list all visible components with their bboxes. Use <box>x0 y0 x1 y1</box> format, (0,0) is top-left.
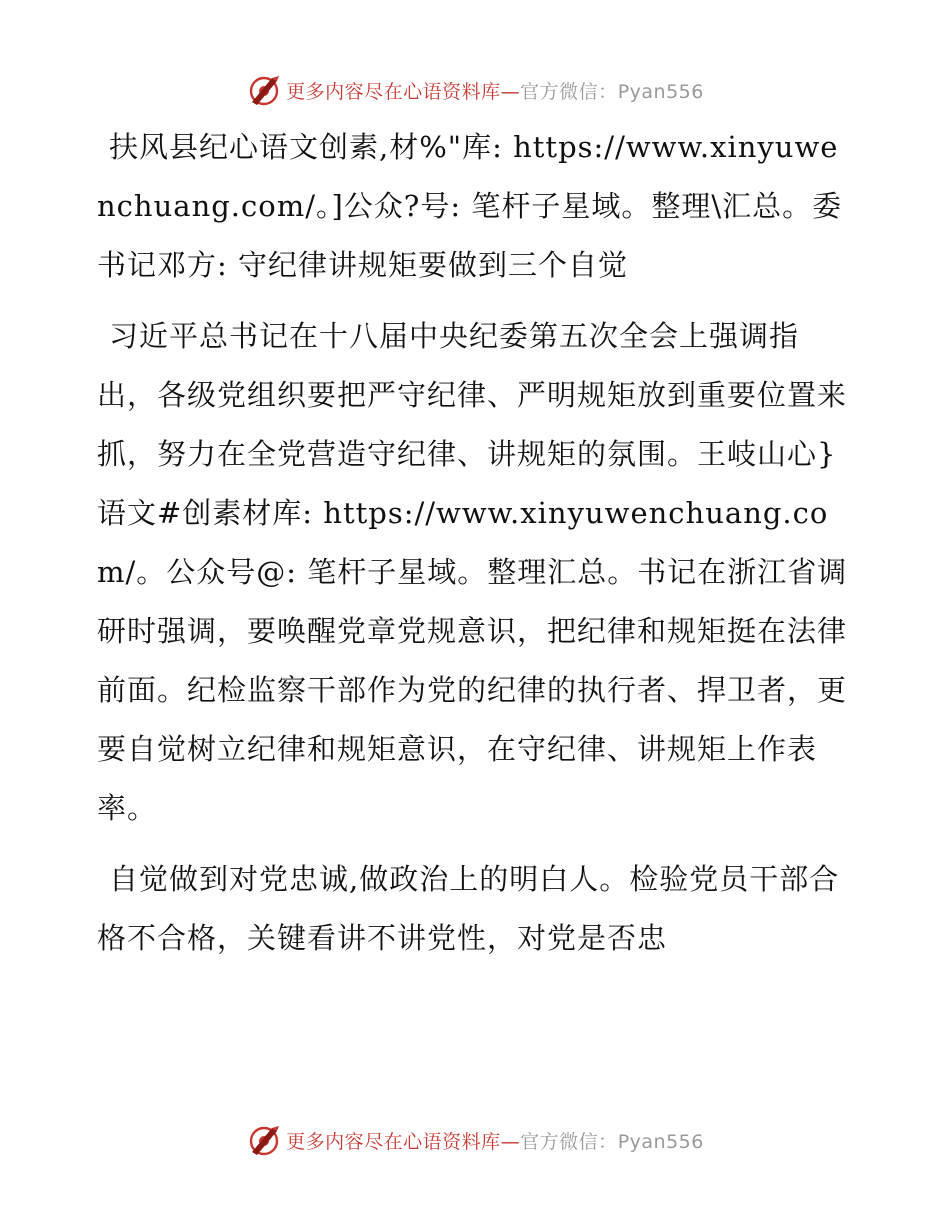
pen-logo-icon <box>246 72 282 108</box>
footer-watermark-banner <box>0 1120 950 1160</box>
watermark-text <box>286 77 704 104</box>
paragraph-2: 习近平总书记在十八届中央纪委第五次全会上强调指出，各级党组织要把严守纪律、严明规矩放到重要位置来抓，努力在全党营造守纪律、讲规矩的氛围。王岐山心}语文#创素材库: https://www.xinyuwenchuang.com/。公众号@: 笔杆子星域。整理汇总。书记在浙江省调研时强调，要唤醒党章党规意识，把纪律和规矩挺在法律前面。纪检监察干部作为党的纪律的执行者、捍卫者，更要自觉树立纪律和规矩意识，在守纪律、讲规矩上作表率。 <box>97 319 848 825</box>
watermark-wechat-id: Pyan556 <box>617 80 704 103</box>
header-watermark-banner <box>0 70 950 110</box>
watermark-text <box>286 1127 704 1154</box>
document-body <box>97 118 857 980</box>
pen-logo-icon <box>246 1122 282 1158</box>
watermark-wechat-label: 官方微信： <box>520 80 618 103</box>
watermark-wechat-label: 官方微信： <box>520 1130 618 1153</box>
paragraph-1: 扶风县纪心语文创素,材%"库: https://www.xinyuwenchuang.com/。]公众?号: 笔杆子星域。整理\汇总。委书记邓方: 守纪律讲规矩要做到三个自觉 <box>97 130 843 282</box>
paragraph-3: 自觉做到对党忠诚,做政治上的明白人。检验党员干部合格不合格，关键看讲不讲党性，对党是否忠 <box>97 862 840 955</box>
watermark-site-text: 更多内容尽在心语资料库— <box>286 80 521 103</box>
watermark-wechat-id: Pyan556 <box>617 1130 704 1153</box>
watermark-site-text: 更多内容尽在心语资料库— <box>286 1130 521 1153</box>
